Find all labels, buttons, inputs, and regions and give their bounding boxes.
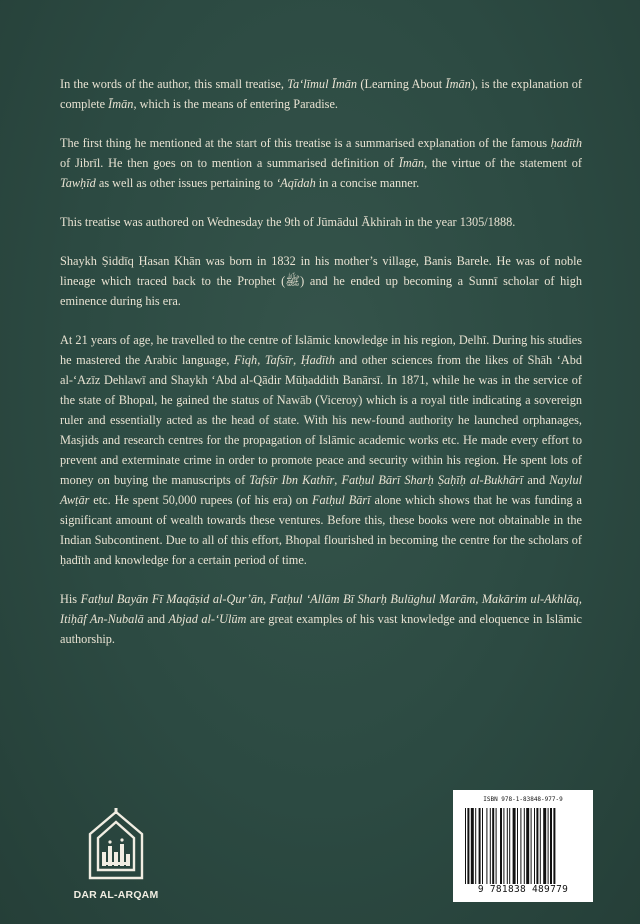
- barcode-bar: [524, 808, 525, 884]
- blurb-text: [60, 74, 582, 668]
- barcode-bar: [534, 808, 535, 884]
- barcode-bar: [513, 808, 516, 884]
- barcode-bar: [471, 808, 474, 884]
- barcode-bar: [507, 808, 508, 884]
- barcode-bar: [486, 808, 487, 884]
- barcode-bar: [531, 808, 532, 884]
- paragraph-1: In the words of the author, this small treatise, Ta‘līmul Īmān (Learning About Īmān), is the explanation of complete Īmān, which is the means of entering Paradise.: [60, 77, 583, 111]
- barcode-bar: [475, 808, 476, 884]
- barcode-bar: [496, 808, 497, 884]
- barcode-bar: [509, 808, 510, 884]
- barcode-bar: [540, 808, 541, 884]
- barcode-bar: [500, 808, 502, 884]
- publisher-name: DAR AL-ARQAM: [73, 889, 159, 901]
- publisher-logo: [58, 808, 174, 904]
- isbn-digits: 9 781838 489779: [477, 884, 569, 895]
- barcode-bar: [482, 808, 483, 884]
- paragraph-5: At 21 years of age, he travelled to the centre of Islāmic knowledge in his region, Delhī. During his studies he mastered the Arabic language, Fiqh, Tafsīr, Ḥadīth and other sciences from the likes of Shāh ‘Abd al-‘Azīz Dehlawī and Shaykh ‘Abd al-Qādir Mūḥaddith Banārsī. In 1871, while he was in the service of the state of Bhopal, he gained the status of Nawāb (Viceroy) which is a royal title indicating a sovereign ruler and essentially acted as the head of state. With his new-found authority he launched orphanages, Masjids and research centres for the propagation of Islāmic academic works etc. He made every effort to prevent and exterminate crime in order to promote peace and security within his region. He spent lots of money on buying the manuscripts of Tafsīr Ibn Kathīr, Fatḥul Bārī Sharḥ Ṣaḥīḥ al-Bukhārī and Naylul Awṭār etc. He spent 50,000 rupees (of his era) on Fatḥul Bārī alone which shows that he was funding a significant amount of wealth towards these ventures. Before this, these books were not obtainable in the Indian Subcontinent. Due to all of this effort, Bhopal flourished in becoming the centre for the scholars of ḥadīth and knowledge for a certain period of time.: [60, 333, 583, 567]
- isbn-barcode: [453, 790, 593, 902]
- mosque-dome-logo-icon: [80, 808, 152, 888]
- barcode-bar: [465, 808, 466, 884]
- paragraph-2: The first thing he mentioned at the start of this treatise is a summarised explanation of the famous ḥadīth of Jibrīl. He then goes on to mention a summarised definition of Īmān, the virtue of the statement of Tawḥīd as well as other issues pertaining to ‘Aqīdah in a concise manner.: [60, 136, 583, 190]
- barcode-bar: [536, 808, 538, 884]
- paragraph-3: This treatise was authored on Wednesday the 9th of Jūmādul Ākhirah in the year 1305/1888.: [60, 215, 516, 229]
- barcode-bar: [543, 808, 546, 884]
- barcode-bar: [492, 808, 494, 884]
- isbn-label: ISBN 978-1-83848-977-9: [483, 796, 563, 803]
- barcode-bar: [553, 808, 555, 884]
- barcode-bar: [503, 808, 504, 884]
- barcode-bar: [490, 808, 491, 884]
- paragraph-4: Shaykh Ṣiddīq Ḥasan Khān was born in 1832 in his mother’s village, Banis Barele. He was of noble lineage which traced back to the Prophet (ﷺ) and he ended up becoming a Sunnī scholar of high eminence during his era.: [60, 254, 582, 308]
- barcode-bar: [467, 808, 469, 884]
- barcode-bar: [520, 808, 521, 884]
- paragraph-6: His Fatḥul Bayān Fī Maqāṣid al-Qur’ān, Fatḥul ‘Allām Bī Sharḥ Bulūghul Marām, Makārim ul-Akhlāq, Itiḥāf An-Nubalā and Abjad al-‘Ulūm are great examples of his vast knowledge and eloquence in Islāmic authorship.: [60, 592, 583, 646]
- barcode-icon: [465, 808, 581, 884]
- barcode-bar: [548, 808, 549, 884]
- barcode-bar: [479, 808, 481, 884]
- barcode-bar: [517, 808, 518, 884]
- barcode-bar: [526, 808, 529, 884]
- barcode-bar: [550, 808, 552, 884]
